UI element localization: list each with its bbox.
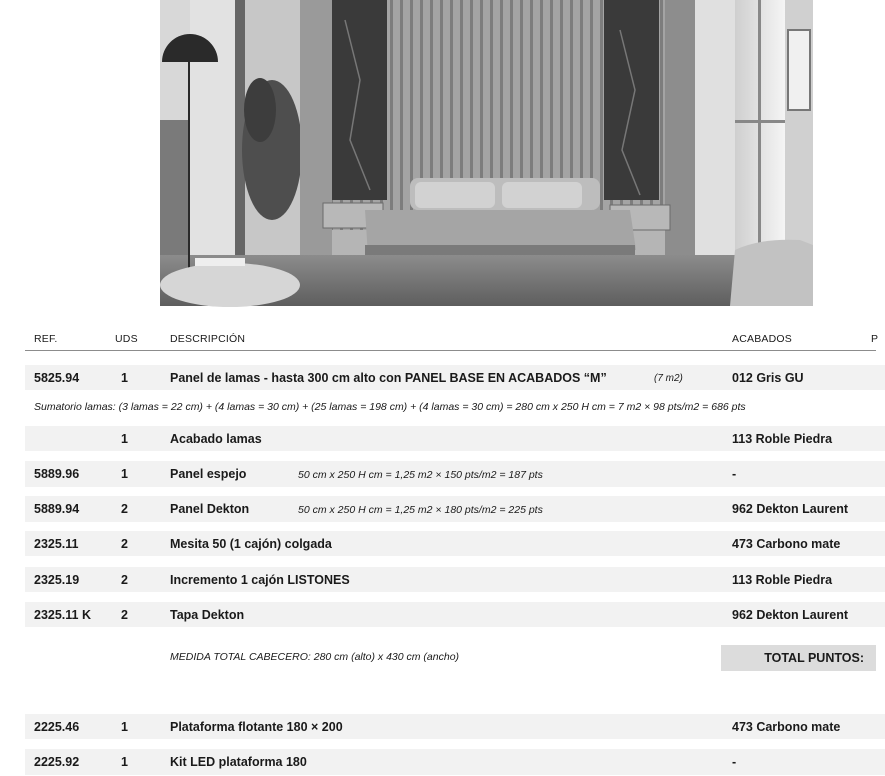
table-header [25,326,879,351]
row-finish: 962 Dekton Laurent [732,608,849,622]
row-uds: 2 [121,502,128,516]
row-uds: 2 [121,573,128,587]
row-finish: 113 Roble Piedra [732,432,833,446]
row-uds: 1 [121,467,128,481]
header-ref: REF. [34,333,58,345]
row-uds: 1 [121,755,128,769]
row-ref: 2325.11 K [34,608,91,622]
row-description: Kit LED plataforma 180 [170,755,307,769]
row-ref: 2225.92 [34,755,80,769]
row-ref: 2325.11 [34,537,79,551]
header-puntos: P [871,333,879,345]
row-area-note: (7 m2) [654,373,683,384]
table-row [25,714,885,739]
row-calc-note: 50 cm x 250 H cm = 1,25 m2 × 180 pts/m2 = 225 pts [298,504,543,516]
row-uds: 1 [121,371,128,385]
row-finish: 473 Carbono mate [732,720,841,734]
row-ref: 5889.94 [34,502,80,516]
header-uds: UDS [115,333,138,345]
bedroom-photo [160,0,813,306]
row-finish: - [732,467,737,481]
table-row [25,567,885,592]
table-row [25,602,885,627]
medida-total-note: MEDIDA TOTAL CABECERO: 280 cm (alto) x 430 cm (ancho) [170,651,460,663]
row-ref: 2225.46 [34,720,80,734]
total-puntos-label: TOTAL PUNTOS: [764,651,864,665]
row-uds: 1 [121,432,128,446]
total-puntos-box [721,645,876,671]
header-descripcion: DESCRIPCIÓN [170,333,246,345]
table-row [25,426,885,451]
table-row [25,365,885,390]
row-ref: 2325.19 [34,573,80,587]
row-uds: 2 [121,608,128,622]
row-description: Mesita 50 (1 cajón) colgada [170,537,332,551]
row-description: Tapa Dekton [170,608,245,622]
row-ref: 5889.96 [34,467,80,481]
row-finish: 473 Carbono mate [732,537,841,551]
row-description: Panel de lamas - hasta 300 cm alto con PANEL BASE EN ACABADOS “M” [170,371,607,385]
row-calc-note: 50 cm x 250 H cm = 1,25 m2 × 150 pts/m2 = 187 pts [298,469,543,481]
row-description: Plataforma flotante 180 × 200 [170,720,343,734]
row-uds: 2 [121,537,128,551]
row-ref: 5825.94 [34,371,80,385]
row-finish: - [732,755,737,769]
row-description: Acabado lamas [170,432,262,446]
row-description: Panel Dekton [170,502,250,516]
row-finish: 012 Gris GU [732,371,804,385]
row-uds: 1 [121,720,128,734]
row-description: Incremento 1 cajón LISTONES [170,573,350,587]
row-finish: 113 Roble Piedra [732,573,833,587]
table-row [25,749,885,775]
table-row [25,496,885,522]
table-row [25,531,885,556]
table-row [25,461,885,487]
header-acabados: ACABADOS [732,333,792,345]
row-finish: 962 Dekton Laurent [732,502,849,516]
row-description: Panel espejo [170,467,247,481]
sumatorio-lamas-note: Sumatorio lamas: (3 lamas = 22 cm) + (4 lamas = 30 cm) + (25 lamas = 198 cm) + (4 lamas = 30 cm) = 280 cm x 250 H cm = 7 m2 × 98 pts/m2 = 686 pts [34,401,746,413]
